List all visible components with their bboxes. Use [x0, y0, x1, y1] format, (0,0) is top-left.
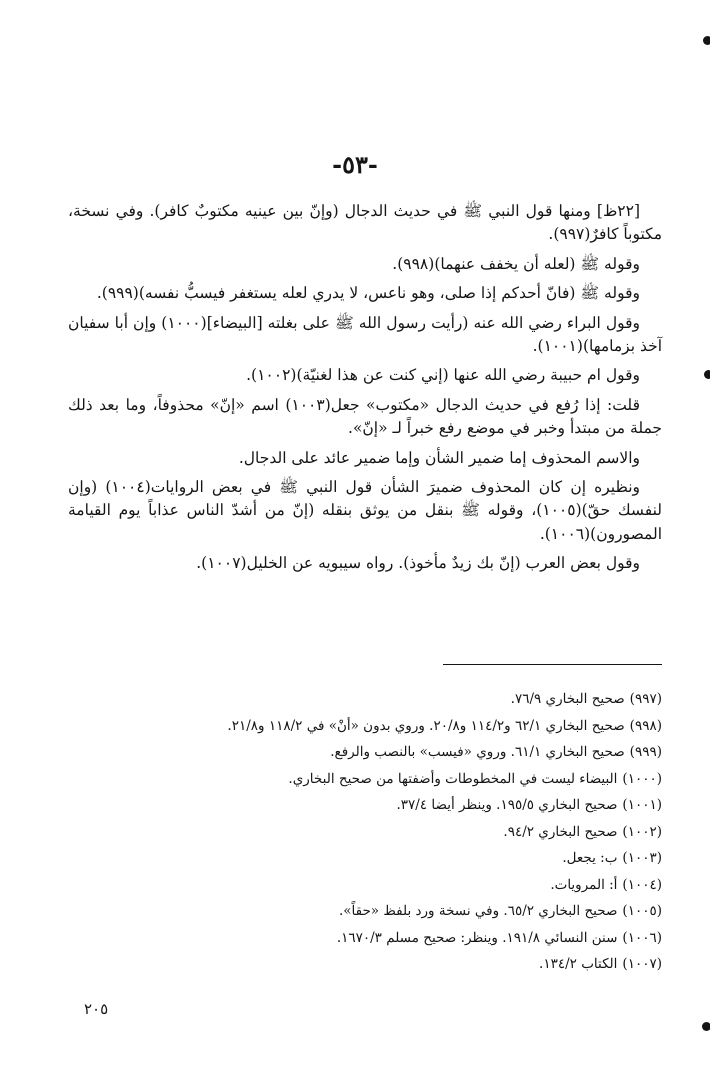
paragraph: وقوله ﷺ (لعله أن يخفف عنهما)(٩٩٨). [392, 254, 640, 273]
footnote-number: (٩٩٩) [629, 744, 662, 760]
footnote [68, 819, 662, 846]
paragraph: والاسم المحذوف إما ضمير الشأن وإما ضمير عائد على الدجال. [238, 448, 640, 467]
footnote [68, 713, 662, 740]
footnote-text: سنن النسائي ١٩١/٨. وينظر: صحيح مسلم ١٦٧٠/٣. [336, 929, 618, 946]
footnote-number: (١٠٠٠) [622, 770, 662, 787]
paragraph: قلت: إذا رُفع في حديث الدجال «مكتوب» جعل(١٠٠٣) اسم «إنّ» محذوفاً، وما بعد ذلك جملة من مبتدأ وخبر في موضع رفع خبراً لـ «إنّ». [68, 395, 662, 438]
folio-number: ٢٠٥ [84, 1000, 109, 1018]
footnote [68, 766, 662, 793]
footnotes [68, 686, 662, 978]
footnote-divider [443, 664, 662, 665]
footnote-text: الكتاب ١٣٤/٢. [539, 956, 618, 972]
footnote-text: صحيح البخاري ٧٦/٩. [510, 691, 625, 707]
footnote-text: البيضاء ليست في المخطوطات وأضفتها من صحيح البخاري. [288, 770, 618, 787]
footnote-text: أ: المرويات. [550, 876, 618, 893]
footnote [68, 925, 662, 952]
paragraph: وقوله ﷺ (فانّ أحدكم إذا صلى، وهو ناعس، لا يدري لعله يستغفر فيسبُّ نفسه)(٩٩٩). [96, 284, 640, 303]
footnote [68, 845, 662, 872]
footnote-number: (٩٩٧) [629, 691, 662, 707]
paragraph: وقول بعض العرب (إنّ بك زيدٌ مأخوذ). رواه سيبويه عن الخليل(١٠٠٧). [196, 554, 640, 573]
page-title: -٥٣- [332, 150, 378, 179]
paragraph: وقول البراء رضي الله عنه (رأيت رسول الله ﷺ على بغلته [البيضاء](١٠٠٠) وإن أبا سفيان آخذ بزمامها)(١٠٠١). [68, 313, 662, 356]
paragraph: وقول ام حبيبة رضي الله عنها (إني كنت عن هذا لغنيّة)(١٠٠٢). [246, 366, 640, 385]
paragraph: ونظيره إن كان المحذوف ضميرَ الشأن قول النبي ﷺ في بعض الروايات(١٠٠٤) (وإن لنفسك حقّ)(١٠٠٥)، وقوله ﷺ بنقل من يوثق بنقله (إنّ من أشدّ الناس عذاباً يوم القيامة المصورون)(١٠٠٦). [68, 478, 662, 543]
scan-edge-mark [702, 1022, 710, 1031]
footnote-number: (١٠٠٢) [622, 823, 662, 840]
footnote-text: صحيح البخاري ٦٢/١ و١١٤/٢ و٢٠/٨. وروي بدون «أنْ» في ١١٨/٢ و٢١/٨. [227, 717, 625, 734]
footnote-number: (١٠٠٣) [622, 850, 662, 866]
footnote-text: ب: يجعل. [562, 850, 618, 866]
footnote-number: (٩٩٨) [629, 717, 662, 734]
footnote-number: (١٠٠١) [622, 797, 662, 813]
footnote [68, 792, 662, 819]
scan-edge-mark [704, 370, 710, 379]
footnote [68, 872, 662, 899]
scan-edge-mark [703, 36, 710, 45]
footnote-text: صحيح البخاري ٦١/١. وروي «فيسب» بالنصب والرفع. [330, 744, 625, 760]
main-text [68, 200, 662, 582]
footnote-text: صحيح البخاري ٦٥/٢. وفي نسخة ورد بلفظ «حقاً». [338, 903, 618, 919]
footnote-number: (١٠٠٤) [622, 876, 662, 893]
footnote [68, 739, 662, 766]
footnote-number: (١٠٠٦) [622, 929, 662, 946]
paragraph: [٢٢ظ] ومنها قول النبي ﷺ في حديث الدجال (وإنّ بين عينيه مكتوبٌ كافر). وفي نسخة، مكتوباً كافرٌ(٩٩٧). [68, 202, 662, 244]
footnote [68, 951, 662, 978]
footnote-text: صحيح البخاري ١٩٥/٥. وينظر أيضا ٣٧/٤. [396, 797, 618, 813]
footnote-number: (١٠٠٧) [622, 956, 662, 972]
footnote [68, 898, 662, 925]
footnote-number: (١٠٠٥) [622, 903, 662, 919]
footnote [68, 686, 662, 713]
footnote-text: صحيح البخاري ٩٤/٢. [503, 823, 618, 840]
